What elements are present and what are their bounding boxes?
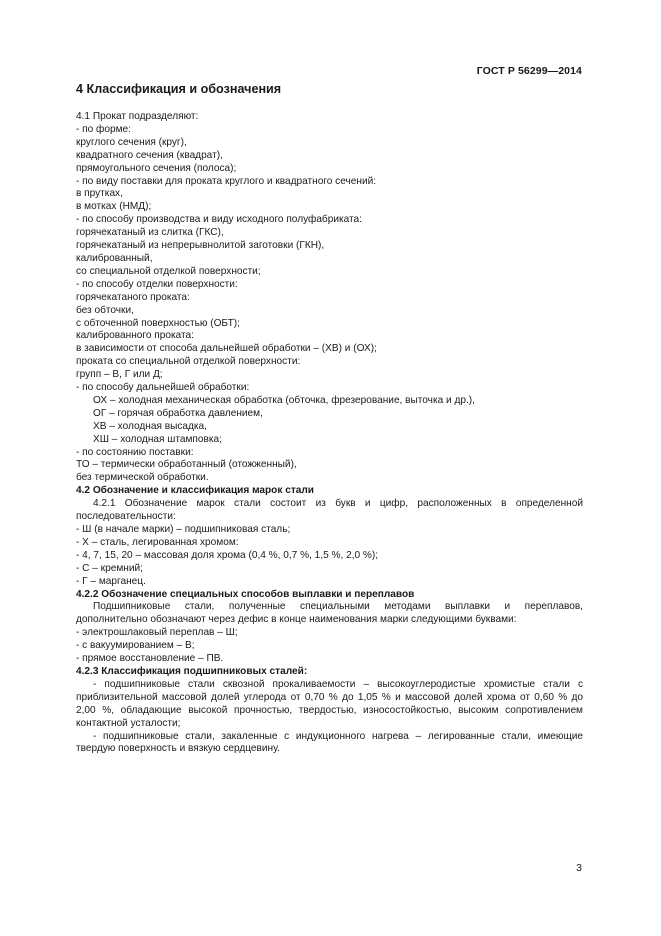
text-line: с обточенной поверхностью (ОБТ); [76, 317, 240, 329]
text-line: контактной усталости; [76, 717, 181, 729]
text-line: - по форме: [76, 123, 131, 135]
text-line: 2,00 %, обладающие высокой прочностью, твердостью, износостойкостью, высоким сопротивлением [76, 704, 583, 716]
text-line: - С – кремний; [76, 562, 143, 574]
text-line: 4.1 Прокат подразделяют: [76, 111, 199, 122]
subsection-heading: 4.2.3 Классификация подшипниковых сталей: [76, 665, 308, 677]
text-line: без термической обработки. [76, 472, 209, 484]
text-line: - Ш (в начале марки) – подшипниковая сталь; [76, 524, 291, 535]
text-line: круглого сечения (круг), [76, 136, 187, 148]
text-line: - Х – сталь, легированная хромом: [76, 536, 239, 548]
text-line: приблизительной массовой долей углерода от 0,70 % до 1,05 % и массовой долей хрома от 0,60 % до [76, 691, 583, 703]
text-line: - по способу отделки поверхности: [76, 278, 238, 290]
text-line: 4.2.1 Обозначение марок стали состоит из букв и цифр, расположенных в определенной [93, 498, 583, 510]
text-line: в мотках (НМД); [76, 201, 152, 213]
text-line: дополнительно обозначают через дефис в конце наименования марки следующими буквами: [76, 614, 517, 626]
text-line: - по виду поставки для проката круглого и квадратного сечений: [76, 175, 377, 187]
page-number: 3 [576, 862, 582, 874]
text-line: ХШ – холодная штамповка; [93, 433, 222, 445]
text-line: ОГ – горячая обработка давлением, [93, 407, 263, 419]
text-line: ТО – термически обработанный (отожженный), [76, 459, 297, 471]
text-line: - электрошлаковый переплав – Ш; [76, 627, 238, 639]
text-line: ОХ – холодная механическая обработка (обточка, фрезерование, выточка и др.), [93, 394, 475, 406]
text-line: твердую поверхность и вязкую сердцевину. [76, 743, 280, 755]
text-line: в прутках, [76, 188, 123, 200]
document-body [76, 111, 583, 756]
text-line: горячекатаного проката: [76, 291, 190, 303]
text-line: горячекатаный из слитка (ГКС), [76, 227, 224, 239]
text-line: калиброванный, [76, 252, 153, 264]
subsection-heading: 4.2.2 Обозначение специальных способов выплавки и переплавов [76, 588, 415, 600]
text-line: квадратного сечения (квадрат), [76, 149, 223, 161]
text-line: - по способу производства и виду исходного полуфабриката: [76, 214, 362, 226]
text-line: последовательности: [76, 511, 176, 523]
text-line: в зависимости от способа дальнейшей обработки – (ХВ) и (ОХ); [76, 343, 377, 355]
text-line: Подшипниковые стали, полученные специальными методами выплавки и переплавов, [93, 601, 583, 613]
text-line: - Г – марганец. [76, 575, 146, 587]
text-line: - с вакуумированием – В; [76, 640, 195, 652]
text-line: - по состоянию поставки: [76, 446, 194, 458]
standard-code: ГОСТ Р 56299—2014 [476, 65, 582, 77]
text-line: - 4, 7, 15, 20 – массовая доля хрома (0,4 %, 0,7 %, 1,5 %, 2,0 %); [76, 549, 379, 561]
text-line: - подшипниковые стали сквозной прокаливаемости – высокоуглеродистые хромистые стали с [93, 678, 583, 690]
text-line: калиброванного проката: [76, 330, 194, 342]
text-line: со специальной отделкой поверхности; [76, 265, 261, 277]
text-line: - подшипниковые стали, закаленные с индукционного нагрева – легированные стали, имеющие [93, 730, 583, 742]
text-line: групп – В, Г или Д; [76, 369, 163, 381]
text-line: без обточки, [76, 304, 134, 316]
section-title: 4 Классификация и обозначения [76, 82, 282, 96]
text-line: прямоугольного сечения (полоса); [76, 162, 237, 174]
subsection-heading: 4.2 Обозначение и классификация марок стали [76, 485, 314, 497]
text-line: горячекатаный из непрерывнолитой заготовки (ГКН), [76, 240, 325, 252]
text-line: ХВ – холодная высадка, [93, 420, 207, 432]
text-line: проката со специальной отделкой поверхности: [76, 356, 301, 368]
text-line: - по способу дальнейшей обработки: [76, 382, 250, 394]
text-line: - прямое восстановление – ПВ. [76, 653, 224, 665]
